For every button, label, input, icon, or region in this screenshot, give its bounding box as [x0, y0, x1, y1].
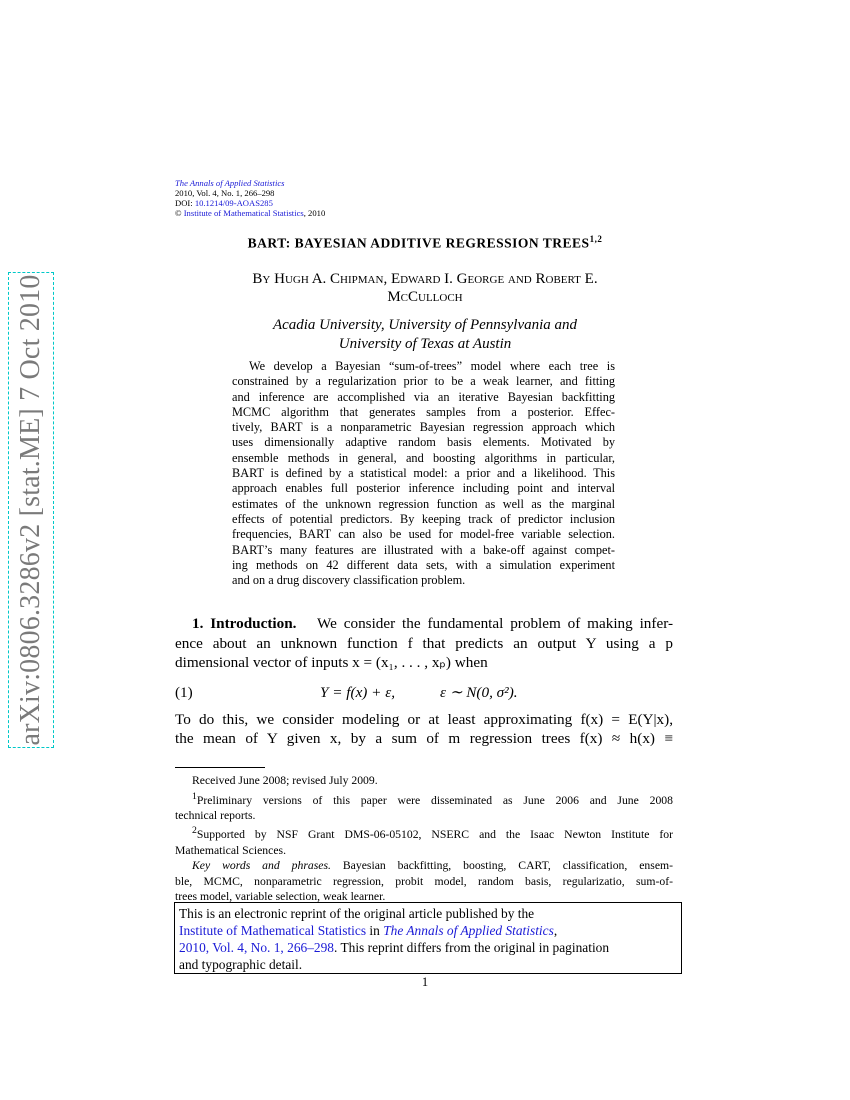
- received-dates: Received June 2008; revised July 2009.: [192, 774, 378, 787]
- footnote-1-line-1: [175, 789, 673, 808]
- reprint-citation-link[interactable]: 2010, Vol. 4, No. 1, 266–298: [179, 940, 334, 955]
- intro-text: We consider the fundamental problem of making infer-: [317, 615, 674, 632]
- reprint-institute-link[interactable]: Institute of Mathematical Statistics: [179, 923, 367, 938]
- reprint-line-1: This is an electronic reprint of the original article published by the: [179, 906, 535, 921]
- abstract-line: estimates of the unknown regression function as well as the marginal: [232, 496, 615, 511]
- institute-link[interactable]: Institute of Mathematical Statistics: [183, 208, 304, 218]
- keywords-label: Key words and phrases.: [192, 859, 331, 873]
- affiliation-line-2: University of Texas at Austin: [338, 336, 512, 352]
- footnote-2-mark: 2: [192, 825, 197, 837]
- affiliation-line-1: Acadia University, University of Pennsylvania and: [272, 317, 578, 333]
- intro-line-1: [175, 614, 673, 634]
- abstract-line: We develop a Bayesian “sum-of-trees” model where each tree is: [249, 359, 615, 373]
- keywords-line-2: ble, MCMC, nonparametric regression, probit model, random basis, regularizatio, sum-of-: [175, 874, 673, 888]
- authors-line-1: By Hugh A. Chipman, Edward I. George and Robert E.: [252, 271, 598, 287]
- footnote-1-line-2: technical reports.: [175, 808, 256, 822]
- footnotes: [175, 773, 673, 905]
- abstract-line: constrained by a regularization prior to be a weak learner, and fitting: [232, 374, 615, 389]
- paper-title: [175, 234, 675, 252]
- abstract: [232, 359, 615, 588]
- paper-title-text: BART: BAYESIAN ADDITIVE REGRESSION TREES: [247, 235, 590, 251]
- equation-1: [175, 678, 673, 708]
- copyright-icon: ©: [175, 208, 182, 218]
- journal-info: [175, 178, 325, 218]
- authors: [175, 270, 675, 306]
- reprint-line-3: . This reprint differs from the original in pagination: [334, 940, 610, 955]
- abstract-line: BART’s many features are illustrated with a bake-off against compet-: [232, 542, 615, 557]
- footnote-2-line-1: [175, 823, 673, 842]
- abstract-line: MCMC algorithm that generates samples from a posterior. Effec-: [232, 404, 615, 419]
- affiliations: [175, 316, 675, 354]
- section-heading: 1. Introduction.: [192, 615, 297, 632]
- equation-left: Y = f(x) + ε,: [320, 683, 395, 701]
- footnote-2-line-2: Mathematical Sciences.: [175, 843, 286, 857]
- abstract-line: tively, BART is a nonparametric Bayesian regression approach which: [232, 420, 615, 435]
- intro-line-2: ence about an unknown function f that predicts an output Y using a p: [175, 634, 673, 652]
- footnote-1-text: Preliminary versions of this paper were disseminated as June 2006 and June 2008: [196, 793, 673, 807]
- intro-line-3: dimensional vector of inputs x = (x₁, . . . , xₚ) when: [175, 654, 488, 671]
- abstract-line: approach enables full posterior inference including point and interval: [232, 481, 615, 496]
- abstract-line: BART is defined by a statistical model: a prior and a likelihood. This: [232, 466, 615, 481]
- footnote-1-mark: 1: [192, 790, 197, 802]
- keywords-line-3: trees model, variable selection, weak learner.: [175, 890, 386, 904]
- equation-number: (1): [175, 683, 193, 701]
- abstract-line: uses dimensionally adaptive random basis elements. Motivated by: [232, 435, 615, 450]
- reprint-line-4: and typographic detail.: [179, 957, 303, 972]
- doi-link[interactable]: 10.1214/09-AOAS285: [194, 198, 273, 208]
- journal-name-link[interactable]: The Annals of Applied Statistics: [175, 178, 285, 188]
- authors-line-2: McCulloch: [387, 289, 463, 305]
- footnote-2-text: Supported by NSF Grant DMS-06-05102, NSERC and the Isaac Newton Institute for: [196, 828, 673, 842]
- abstract-line: and on a drug discovery classification problem.: [232, 573, 466, 588]
- reprint-comma: ,: [553, 923, 558, 938]
- abstract-line: ensemble methods in general, and boosting algorithms in particular,: [232, 450, 615, 465]
- journal-volume: 2010, Vol. 4, No. 1, 266–298: [175, 188, 275, 198]
- doi-label: DOI:: [175, 198, 195, 208]
- introduction-section: [175, 614, 673, 749]
- reprint-notice: [174, 902, 682, 974]
- equation-right: ε ∼ N(0, σ²).: [440, 683, 518, 701]
- arxiv-stamp: [8, 272, 54, 748]
- abstract-line: frequencies, BART can also be used for model-free variable selection.: [232, 527, 615, 542]
- copyright-year: , 2010: [303, 208, 326, 218]
- title-footnote-marks[interactable]: 1,2: [589, 234, 603, 244]
- reprint-in: in: [366, 923, 384, 938]
- keywords-text: Bayesian backfitting, boosting, CART, classification, ensem-: [330, 859, 673, 873]
- intro-line-5: the mean of Y given x, by a sum of m regression trees f(x) ≈ h(x) ≡: [175, 730, 673, 747]
- page-number: 1: [421, 975, 429, 989]
- abstract-line: and inference are accomplished via an iterative Bayesian backfitting: [232, 389, 615, 404]
- abstract-line: effects of potential predictors. By keeping track of predictor inclusion: [232, 511, 615, 526]
- keywords-line-1: [175, 858, 673, 874]
- footnote-rule: [175, 767, 265, 768]
- arxiv-stamp-text: arXiv:0806.3286v2 [stat.ME] 7 Oct 2010: [15, 274, 46, 746]
- intro-line-4: To do this, we consider modeling or at least approximating f(x) = E(Y|x),: [175, 710, 673, 728]
- abstract-line: ing methods on 42 different data sets, with a simulation experiment: [232, 557, 615, 572]
- reprint-journal-link[interactable]: The Annals of Applied Statistics: [383, 923, 554, 938]
